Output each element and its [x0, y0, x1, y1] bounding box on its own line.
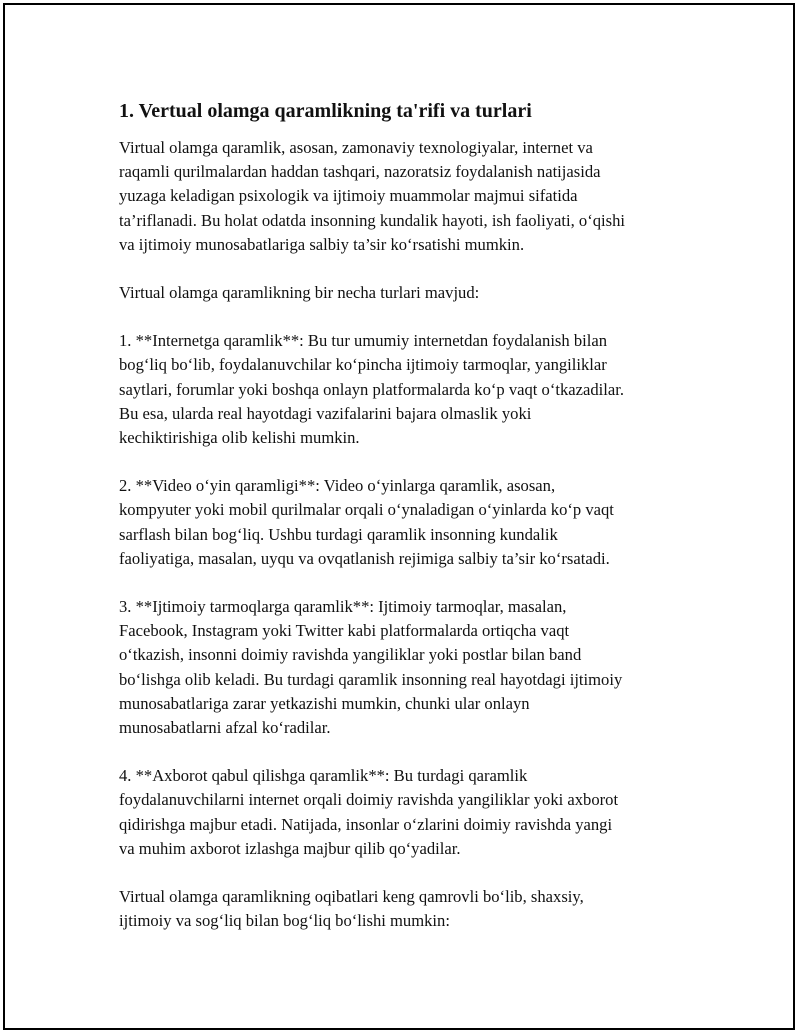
paragraph-internet-addiction: 1. **Internetga qaramlik**: Bu tur umumiy internetdan foydalanish bilan bog‘liq bo‘lib, foydalanuvchilar ko‘pincha ijtimoiy tarmoqlar, yangiliklar saytlari, forumlar yoki boshqa onlayn platformalarda ko‘p vaqt o‘tkazadilar. Bu esa, ularda real hayotdagi vazifalarini bajara olmaslik yoki kechiktirishiga olib kelishi mumkin.	[119, 331, 625, 448]
paragraph-video-game-addiction: 2. **Video o‘yin qaramligi**: Video o‘yinlarga qaramlik, asosan, kompyuter yoki mobil qurilmalar orqali o‘ynaladigan o‘yinlarda ko‘p vaqt sarflash bilan bog‘liq. Ushbu turdagi qaramlik insonning kundalik faoliyatiga, masalan, uyqu va ovqatlanish rejimiga salbiy ta’sir ko‘rsatadi.	[119, 476, 614, 568]
paragraph-definition: Virtual olamga qaramlik, asosan, zamonaviy texnologiyalar, internet va raqamli qurilmalardan haddan tashqari, nazoratsiz foydalanish natijasida yuzaga keladigan psixologik va ijtimoiy muammolar majmui sifatida ta’riflanadi. Bu holat odatda insonning kundalik hayoti, ish faoliyati, o‘qishi va ijtimoiy munosabatlariga salbiy ta’sir ko‘rsatishi mumkin.	[119, 138, 626, 254]
document-page	[3, 3, 795, 1030]
paragraph-information-addiction: 4. **Axborot qabul qilishga qaramlik**: Bu turdagi qaramlik foydalanuvchilarni internet orqali doimiy ravishda yangiliklar yoki axborot qidirishga majbur etadi. Natijada, insonlar o‘zlarini doimiy ravishda yangi va muhim axborot izlashga majbur qilib qo‘yadilar.	[119, 766, 619, 858]
paragraph-social-media-addiction: 3. **Ijtimoiy tarmoqlarga qaramlik**: Ijtimoiy tarmoqlar, masalan, Facebook, Instagram yoki Twitter kabi platformalarda ortiqcha vaqt o‘tkazish, insonni doimiy ravishda yangiliklar yoki postlar bilan band bo‘lishga olib keladi. Bu turdagi qaramlik insonning real hayotdagi ijtimoiy munosabatlariga zarar yetkazishi mumkin, chunki ular onlayn munosabatlarni afzal ko‘radilar.	[119, 597, 623, 738]
paragraph-consequences-intro: Virtual olamga qaramlikning oqibatlari keng qamrovli bo‘lib, shaxsiy, ijtimoiy va sog‘liq bilan bog‘liq bo‘lishi mumkin:	[119, 887, 584, 931]
document-body	[119, 97, 689, 957]
paragraph-types-intro: Virtual olamga qaramlikning bir necha turlari mavjud:	[119, 283, 480, 303]
section-heading: 1. Vertual olamga qaramlikning ta'rifi va turlari	[119, 100, 532, 122]
